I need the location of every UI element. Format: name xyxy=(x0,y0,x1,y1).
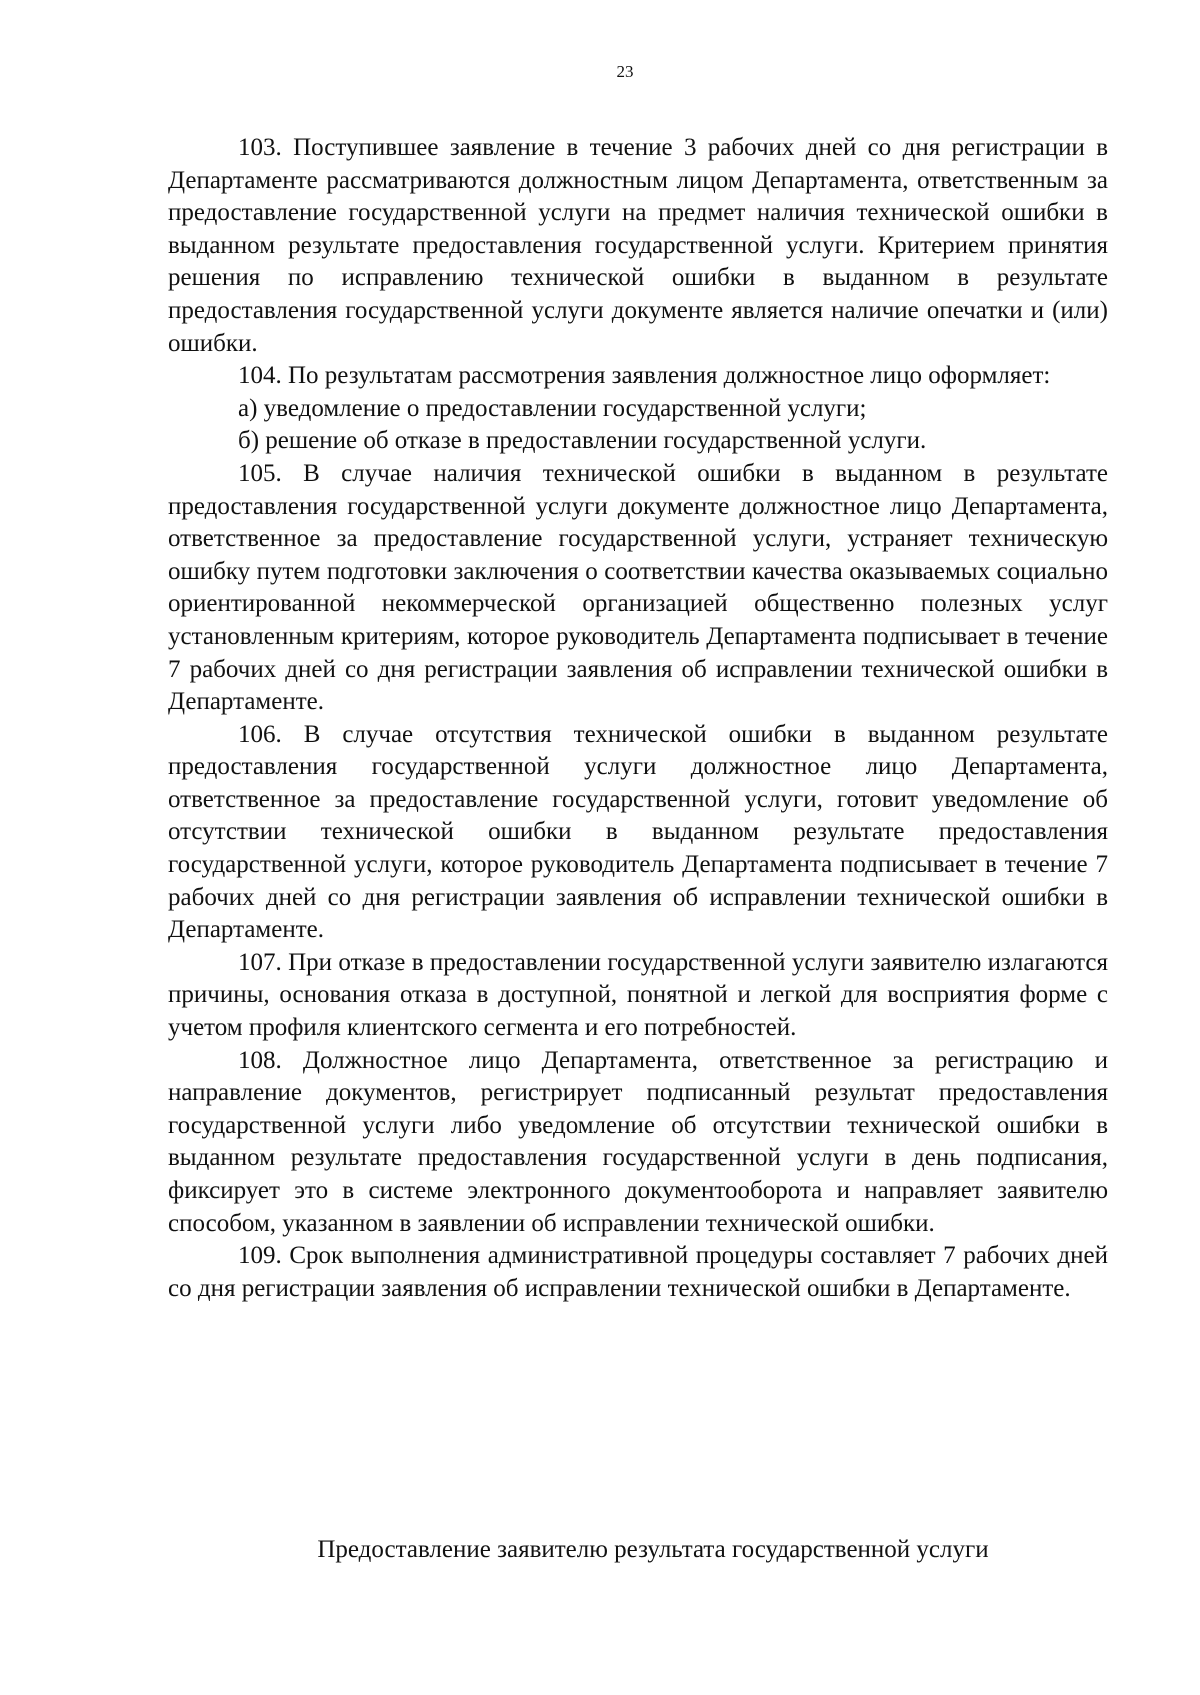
list-item-b: б) решение об отказе в предоставлении государственной услуги. xyxy=(238,427,927,455)
paragraph-104: 104. По результатам рассмотрения заявления должностное лицо оформляет: xyxy=(238,362,1051,390)
section-heading: Предоставление заявителю результата государственной услуги xyxy=(317,1536,989,1563)
paragraph-108: 108. Должностное лицо Департамента, ответственное за регистрацию и направление документов, регистрирует подписанный результат предоставления государственной услуги либо уведомление об отсутствии технической ошибки в выданном результате предоставления государственной услуги в день подписания, фиксирует это в системе электронного документооборота и направляет заявителю способом, указанном в заявлении об исправлении технической ошибки. xyxy=(168,1046,1108,1237)
page-number: 23 xyxy=(616,62,634,81)
paragraph-105: 105. В случае наличия технической ошибки в выданном в результате предоставления государственной услуги документе должностное лицо Департамента, ответственное за предоставление государственной услуги, устраняет техническую ошибку путем подготовки заключения о соответствии качества оказываемых социально ориентированной некоммерческой организацией общественно полезных услуг установленным критериям, которое руководитель Департамента подписывает в течение 7 рабочих дней со дня регистрации заявления об исправлении технической ошибки в Департаменте. xyxy=(168,459,1108,716)
paragraph-107: 107. При отказе в предоставлении государственной услуги заявителю излагаются причины, основания отказа в доступной, понятной и легкой для восприятия форме с учетом профиля клиентского сегмента и его потребностей. xyxy=(168,948,1108,1042)
list-item-a: а) уведомление о предоставлении государственной услуги; xyxy=(238,394,867,422)
paragraph-106: 106. В случае отсутствия технической ошибки в выданном результате предоставления государственной услуги должностное лицо Департамента, ответственное за предоставление государственной услуги, готовит уведомление об отсутствии технической ошибки в выданном результате предоставления государственной услуги, которое руководитель Департамента подписывает в течение 7 рабочих дней со дня регистрации заявления об исправлении технической ошибки в Департаменте. xyxy=(168,720,1108,944)
paragraph-109: 109. Срок выполнения административной процедуры составляет 7 рабочих дней со дня регистрации заявления об исправлении технической ошибки в Департаменте. xyxy=(168,1242,1108,1302)
paragraph-103: 103. Поступившее заявление в течение 3 рабочих дней со дня регистрации в Департаменте рассматриваются должностным лицом Департамента, ответственным за предоставление государственной услуги на предмет наличия технической ошибки в выданном результате предоставления государственной услуги. Критерием принятия решения по исправлению технической ошибки в выданном в результате предоставления государственной услуги документе является наличие опечатки и (или) ошибки. xyxy=(168,134,1108,357)
document-body xyxy=(168,132,1108,1305)
